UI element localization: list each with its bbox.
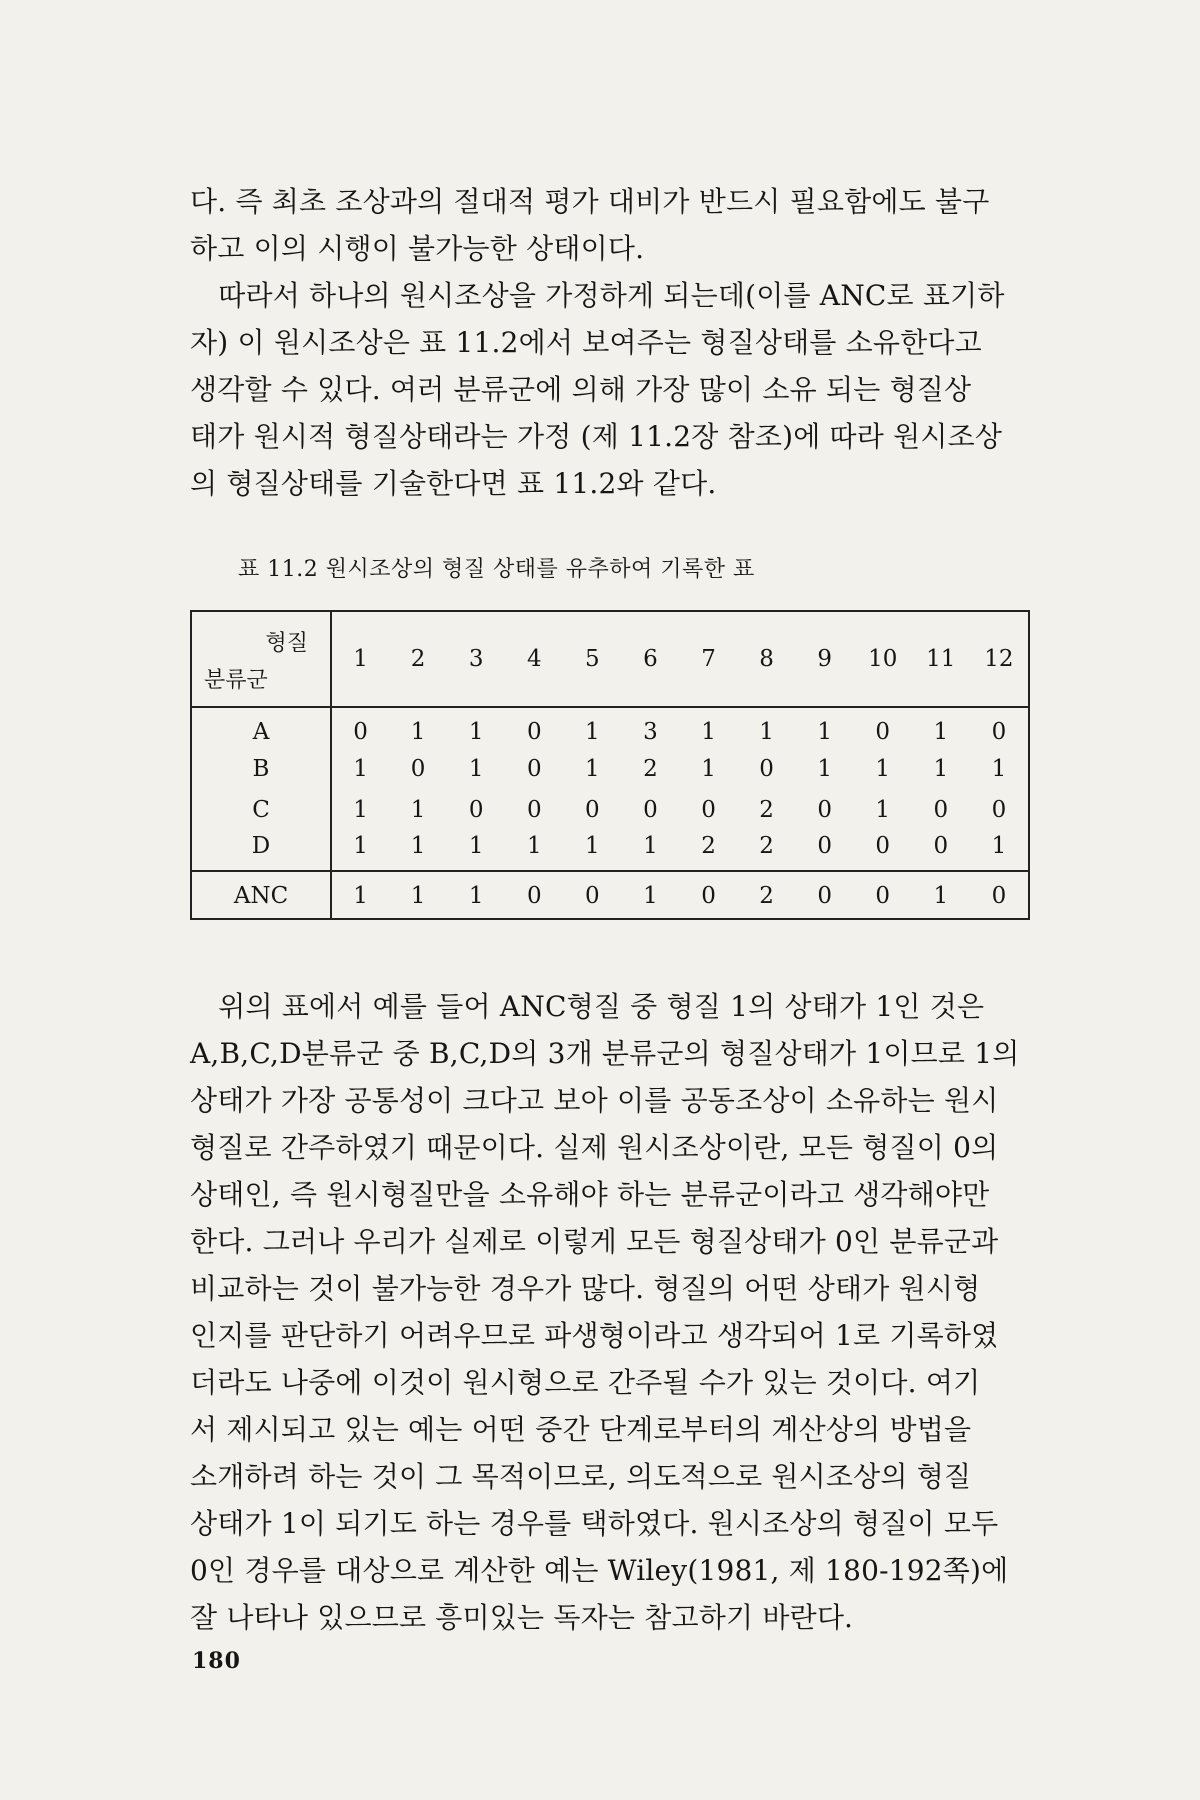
table-cell: 0 — [526, 755, 542, 782]
character-header: 10 — [868, 646, 898, 672]
character-header: 12 — [984, 646, 1014, 672]
anc-cell: 1 — [933, 882, 949, 909]
character-header: 11 — [926, 646, 956, 672]
page-number: 180 — [192, 1648, 241, 1674]
table-cell: 0 — [526, 719, 542, 745]
table-cell: 3 — [643, 719, 658, 745]
table-cell: 1 — [759, 719, 774, 745]
table-cell: 0 — [875, 833, 891, 859]
table-cell: 1 — [991, 833, 1007, 859]
table-cell: 0 — [468, 796, 484, 823]
table-cell: 1 — [353, 796, 368, 823]
table-cell: 1 — [585, 719, 600, 745]
anc-cell: 0 — [817, 882, 832, 909]
text-line: 0인 경우를 대상으로 계산한 예는 Wiley(1981, 제 180-192쪽)에 — [190, 1554, 1009, 1587]
data-table — [192, 612, 1028, 919]
character-header: 5 — [585, 646, 600, 672]
character-state-table — [190, 610, 1030, 920]
table-cell: 1 — [585, 833, 600, 859]
table-cell: 0 — [701, 796, 716, 823]
character-header: 4 — [526, 646, 542, 672]
table-row — [192, 707, 1028, 748]
character-header: 8 — [759, 646, 774, 672]
table-cell: 1 — [701, 755, 716, 782]
table-cell: 2 — [643, 755, 658, 782]
corner-header — [192, 612, 331, 707]
anc-cell: 0 — [701, 882, 716, 909]
taxon-label: A — [192, 707, 331, 748]
table-cell: 0 — [817, 796, 832, 823]
table-cell: 0 — [526, 796, 542, 823]
text-line: 서 제시되고 있는 예는 어떤 중간 단계로부터의 계산상의 방법을 — [190, 1413, 972, 1446]
anc-cell: 1 — [468, 882, 484, 909]
text-line: A,B,C,D분류군 중 B,C,D의 3개 분류군의 형질상태가 1이므로 1의 — [190, 1037, 1020, 1070]
anc-row — [192, 871, 1028, 919]
table-cell: 2 — [701, 833, 716, 859]
table-cell: 1 — [875, 755, 891, 782]
character-header: 7 — [701, 646, 716, 672]
table-cell: 1 — [933, 719, 949, 745]
anc-cell: 1 — [353, 882, 368, 909]
table-cell: 1 — [991, 755, 1007, 782]
text-line: 상태가 가장 공통성이 크다고 보아 이를 공동조상이 소유하는 원시 — [190, 1084, 999, 1117]
table-cell: 1 — [643, 833, 658, 859]
text-line: 자) 이 원시조상은 표 11.2에서 보여주는 형질상태를 소유한다고 — [190, 326, 982, 359]
character-header: 3 — [468, 646, 484, 672]
taxon-axis-label: 분류군 — [204, 668, 268, 693]
anc-cell: 1 — [410, 882, 426, 909]
text-line: 태가 원시적 형질상태라는 가정 (제 11.2장 참조)에 따라 원시조상 — [190, 420, 1003, 453]
text-line: 형질로 간주하였기 때문이다. 실제 원시조상이란, 모든 형질이 0의 — [190, 1131, 999, 1164]
table-caption: 표 11.2 원시조상의 형질 상태를 유추하여 기록한 표 — [238, 557, 755, 582]
paragraph-anc-assumption — [190, 272, 1030, 507]
table-cell: 0 — [991, 796, 1007, 823]
table-cell: 1 — [410, 719, 426, 745]
anc-label: ANC — [192, 871, 331, 919]
table-cell: 0 — [410, 755, 426, 782]
table-cell: 0 — [643, 796, 658, 823]
taxon-label: C — [192, 789, 331, 830]
text-line: 따라서 하나의 원시조상을 가정하게 되는데(이를 ANC로 표기하 — [190, 279, 1005, 312]
table-cell: 1 — [468, 755, 484, 782]
table-cell: 1 — [410, 796, 426, 823]
table-cell: 1 — [410, 833, 426, 859]
text-line: 위의 표에서 예를 들어 ANC형질 중 형질 1의 상태가 1인 것은 — [190, 990, 985, 1023]
table-cell: 0 — [933, 796, 949, 823]
table-cell: 0 — [991, 719, 1007, 745]
text-line: 생각할 수 있다. 여러 분류군에 의해 가장 많이 소유 되는 형질상 — [190, 373, 972, 406]
text-line: 하고 이의 시행이 불가능한 상태이다. — [190, 232, 645, 265]
table-cell: 1 — [875, 796, 891, 823]
text-line: 비교하는 것이 불가능한 경우가 많다. 형질의 어떤 상태가 원시형 — [190, 1272, 981, 1305]
text-line: 소개하려 하는 것이 그 목적이므로, 의도적으로 원시조상의 형질 — [190, 1460, 972, 1493]
character-header: 2 — [410, 646, 426, 672]
table-cell: 1 — [817, 719, 832, 745]
table-cell: 1 — [817, 755, 832, 782]
text-line: 상태가 1이 되기도 하는 경우를 택하였다. 원시조상의 형질이 모두 — [190, 1507, 999, 1540]
table-row — [192, 830, 1028, 871]
character-header: 1 — [353, 646, 368, 672]
anc-cell: 0 — [991, 882, 1007, 909]
table-cell: 1 — [353, 833, 368, 859]
table-cell: 2 — [759, 796, 774, 823]
text-line: 의 형질상태를 기술한다면 표 11.2와 같다. — [190, 467, 717, 500]
table-cell: 0 — [759, 755, 774, 782]
table-cell: 1 — [526, 833, 542, 859]
taxon-label: B — [192, 748, 331, 789]
anc-cell: 2 — [759, 882, 774, 909]
table-cell: 1 — [933, 755, 949, 782]
table-header-row — [192, 612, 1028, 707]
table-cell: 1 — [468, 833, 484, 859]
table-cell: 1 — [585, 755, 600, 782]
text-line: 더라도 나중에 이것이 원시형으로 간주될 수가 있는 것이다. 여기 — [190, 1366, 981, 1399]
paragraph-explanation — [190, 983, 1030, 1641]
table-cell: 0 — [875, 719, 891, 745]
table-cell: 0 — [585, 796, 600, 823]
character-header: 9 — [817, 646, 832, 672]
table-row — [192, 789, 1028, 830]
table-cell: 1 — [468, 719, 484, 745]
table-cell: 1 — [353, 755, 368, 782]
table-row — [192, 748, 1028, 789]
character-axis-label: 형질 — [265, 631, 308, 656]
paragraph-intro — [190, 178, 1030, 272]
anc-cell: 0 — [585, 882, 600, 909]
table-cell: 0 — [817, 833, 832, 859]
text-line: 다. 즉 최초 조상과의 절대적 평가 대비가 반드시 필요함에도 불구 — [190, 185, 990, 218]
taxon-label: D — [192, 830, 331, 871]
text-line: 한다. 그러나 우리가 실제로 이렇게 모든 형질상태가 0인 분류군과 — [190, 1225, 999, 1258]
anc-cell: 0 — [875, 882, 891, 909]
text-line: 상태인, 즉 원시형질만을 소유해야 하는 분류군이라고 생각해야만 — [190, 1178, 990, 1211]
table-cell: 0 — [933, 833, 949, 859]
anc-cell: 1 — [643, 882, 658, 909]
table-cell: 2 — [759, 833, 774, 859]
anc-cell: 0 — [526, 882, 542, 909]
text-line: 잘 나타나 있으므로 흥미있는 독자는 참고하기 바란다. — [190, 1601, 854, 1634]
text-line: 인지를 판단하기 어려우므로 파생형이라고 생각되어 1로 기록하였 — [190, 1319, 999, 1352]
table-cell: 0 — [353, 719, 368, 745]
table-cell: 1 — [701, 719, 716, 745]
character-header: 6 — [643, 646, 658, 672]
